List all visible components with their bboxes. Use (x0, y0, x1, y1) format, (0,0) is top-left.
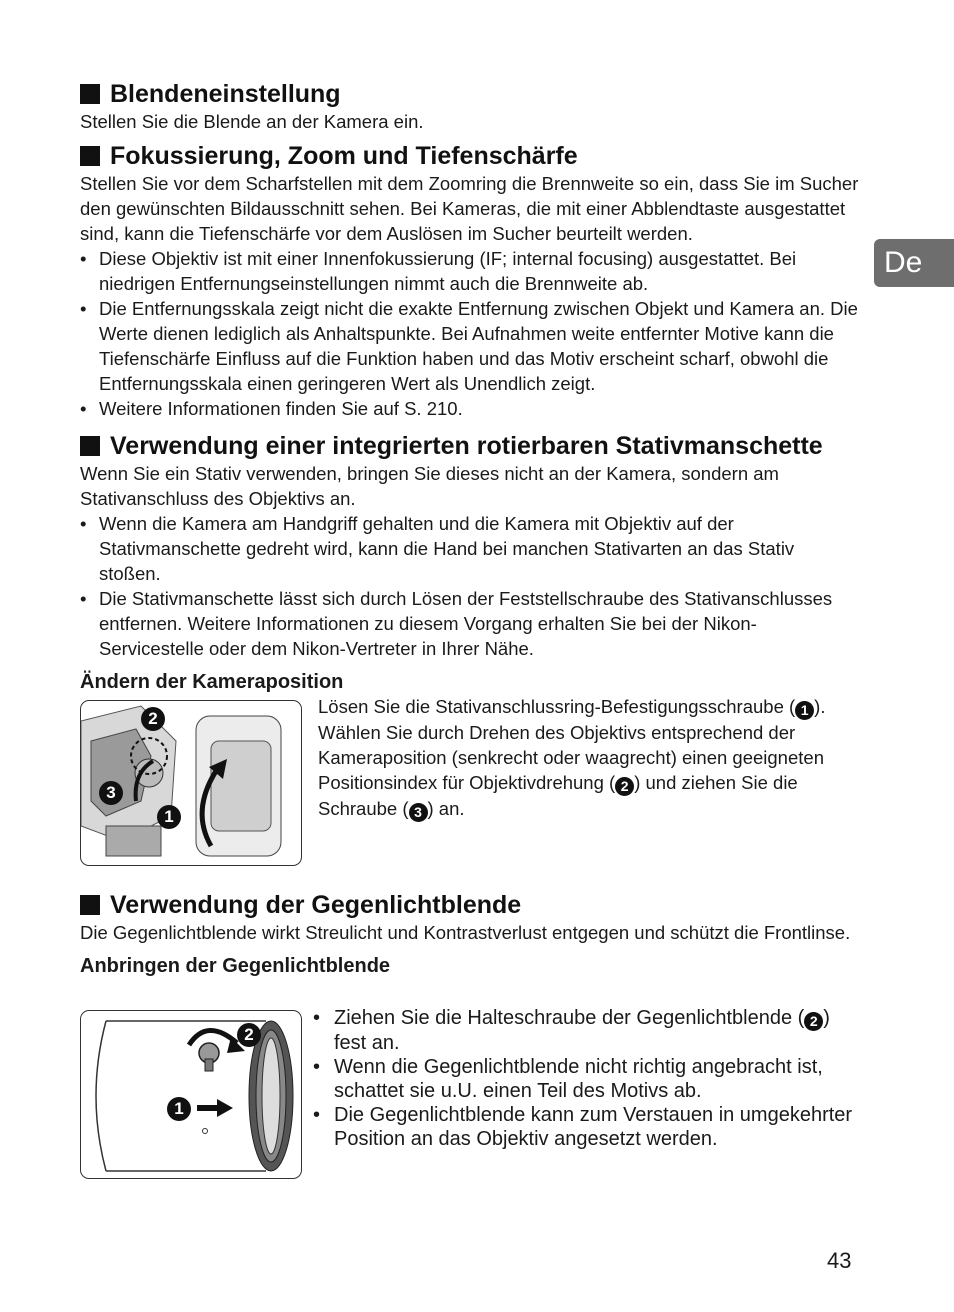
language-tab: De (874, 239, 954, 287)
step-number-1: 1 (795, 701, 814, 720)
callout-2: 2 (237, 1023, 261, 1047)
camera-position-illustration (80, 700, 302, 866)
section-focus-zoom (80, 141, 860, 421)
list-item: • Die Stativmanschette lässt sich durch Lösen der Feststellschraube des Stativanschlusses entfernen. Weitere Informationen zu diesem Vorgang erhalten Sie bei der Nikon-Servicestelle oder dem Nikon-Vertreter in Ihrer Nähe. (80, 586, 860, 661)
callout-3: 3 (99, 781, 123, 805)
section-text: Stellen Sie die Blende an der Kamera ein. (80, 111, 424, 132)
lens-hood-drawing (81, 1011, 301, 1178)
list-item: • Ziehen Sie die Halteschraube der Gegenlichtblende ( 2 ) fest an. (313, 1006, 858, 1055)
section-heading: Verwendung einer integrierten rotierbaren Stativmanschette (80, 431, 860, 461)
subheading: Ändern der Kameraposition (80, 671, 344, 693)
list-item: • Diese Objektiv ist mit einer Innenfokussierung (IF; internal focusing) ausgestattet. Bei niedrigen Entfernungseinstellungen nimmt auch die Brennweite ab. (80, 246, 860, 296)
step-number-3: 3 (409, 803, 428, 822)
section-lens-hood (80, 890, 860, 979)
step-instructions: Lösen Sie die Stativanschlussring-Befestigungsschraube ( 1 ). Wählen Sie durch Drehen des Objektivs entsprechend der Kameraposition (senkrecht oder waagrecht) einen geeigneten Positionsindex für Objektivdrehung ( 2 ) und ziehen Sie die Schraube ( 3 ) an. (318, 696, 826, 820)
callout-2: 2 (141, 707, 165, 731)
square-bullet-icon (80, 84, 100, 104)
section-intro: Stellen Sie vor dem Scharfstellen mit dem Zoomring die Brennweite so ein, dass Sie im Sucher den gewünschten Bildausschnitt sehen. Bei Kameras, die mit einer Abblendtaste ausgestattet sind, kann die Tiefenschärfe vor dem Auslösen im Sucher beurteilt werden. (80, 173, 859, 244)
bullet-list (80, 511, 860, 661)
square-bullet-icon (80, 436, 100, 456)
section-tripod-collar (80, 431, 860, 695)
callout-1: 1 (157, 805, 181, 829)
list-item: • Die Entfernungsskala zeigt nicht die exakte Entfernung zwischen Objekt und Kamera an. Die Werte dienen lediglich als Anhaltspunkte. Bei Aufnahmen weite entfernter Motive kann die Tiefenschärfe Einfluss auf die Funktion haben und das Motiv erscheint scharf, obwohl die Entfernungsskala einen geringeren Wert als Unendlich zeigt. (80, 296, 860, 396)
hood-bullet-list (313, 1006, 858, 1151)
callout-1: 1 (167, 1097, 191, 1121)
section-heading: Fokussierung, Zoom und Tiefenschärfe (80, 141, 860, 171)
section-heading: Blendeneinstellung (80, 79, 860, 109)
section-aperture (80, 79, 860, 134)
section-intro: Wenn Sie ein Stativ verwenden, bringen Sie dieses nicht an der Kamera, sondern am Stativanschluss des Objektivs an. (80, 463, 779, 509)
page-number: 43 (827, 1248, 852, 1273)
step-number-2: 2 (615, 777, 634, 796)
square-bullet-icon (80, 895, 100, 915)
section-heading: Verwendung der Gegenlichtblende (80, 890, 860, 920)
list-item: • Weitere Informationen finden Sie auf S. 210. (80, 396, 860, 421)
subheading: Anbringen der Gegenlichtblende (80, 955, 391, 977)
list-item: • Wenn die Gegenlichtblende nicht richtig angebracht ist, schattet sie u.U. einen Teil des Motivs ab. (313, 1055, 858, 1103)
section-intro: Die Gegenlichtblende wirkt Streulicht und Kontrastverlust entgegen und schützt die Frontlinse. (80, 922, 851, 943)
square-bullet-icon (80, 146, 100, 166)
list-item: • Wenn die Kamera am Handgriff gehalten und die Kamera mit Objektiv auf der Stativmanschette gedreht wird, kann die Hand bei manchen Stativarten an das Stativ stoßen. (80, 511, 860, 586)
list-item: • Die Gegenlichtblende kann zum Verstauen in umgekehrter Position an das Objektiv angesetzt werden. (313, 1103, 858, 1151)
step-number-2: 2 (804, 1012, 823, 1031)
lens-hood-illustration (80, 1010, 302, 1179)
bullet-list (80, 246, 860, 421)
